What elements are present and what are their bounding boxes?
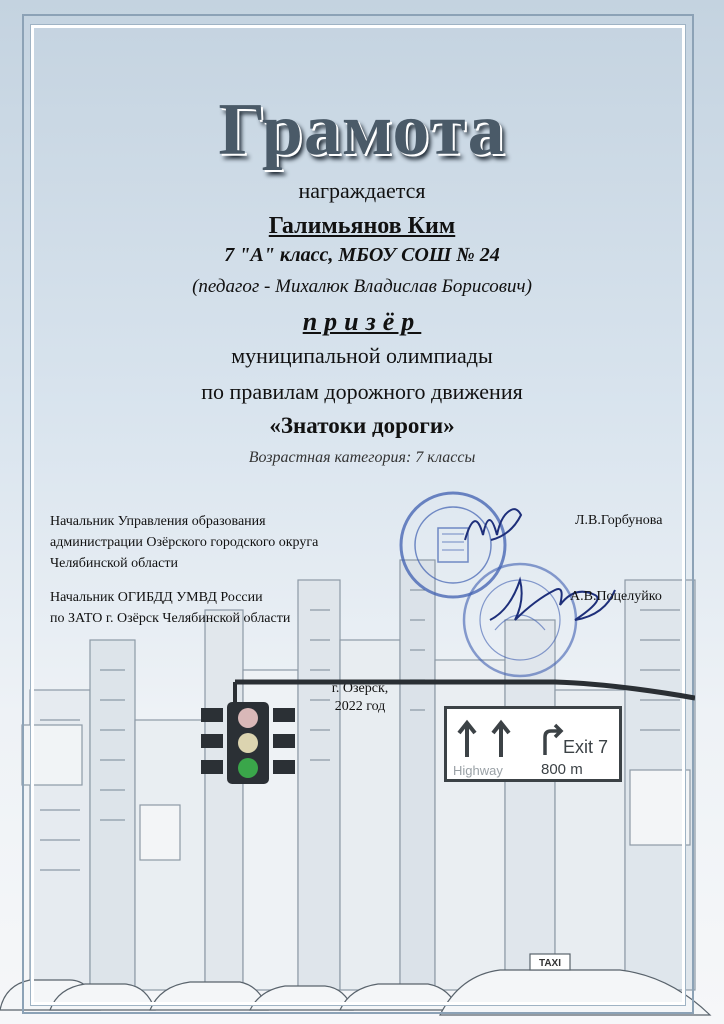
signature-2-line: Начальник ОГИБДД УМВД России: [50, 590, 263, 605]
signature-1-icon: [460, 500, 530, 550]
recipient-name: Галимьянов Ким: [268, 213, 456, 239]
recipient-class: 7 "А" класс, МБОУ СОШ № 24: [224, 244, 500, 266]
olympiad-line-2: по правилам дорожного движения: [201, 379, 523, 404]
olympiad-line-1: муниципальной олимпиады: [231, 343, 493, 368]
teacher-name: (педагог - Михалюк Владислав Борисович): [192, 276, 532, 297]
signature-1-line: Начальник Управления образования: [50, 514, 266, 529]
distance-label: 800 m: [541, 761, 583, 778]
highway-sign: [444, 706, 622, 782]
awarded-text: награждается: [298, 178, 426, 203]
arrow-up-icon: [455, 719, 479, 759]
signature-2-name: А.В.Поцелуйко: [570, 589, 662, 604]
exit-label: Exit 7: [563, 737, 609, 757]
signature-1-line: администрации Озёрского городского округа: [50, 535, 319, 550]
certificate-title: Грамота: [218, 89, 506, 171]
age-category: Возрастная категория: 7 классы: [248, 449, 476, 466]
signature-1-line: Челябинской области: [50, 556, 178, 571]
place-year: 2022 год: [334, 699, 386, 714]
svg-text:TAXI: TAXI: [538, 958, 562, 969]
signature-2-line: по ЗАТО г. Озёрск Челябинской области: [50, 611, 291, 626]
place-city: г. Озёрск,: [331, 681, 389, 696]
olympiad-name: «Знатоки дороги»: [269, 413, 455, 438]
signature-block-2: [50, 587, 290, 629]
prize-title: призёр: [302, 307, 422, 336]
highway-label: Highway: [453, 763, 503, 778]
exit-arrow-icon: [539, 723, 565, 757]
arrow-up-icon: [489, 719, 513, 759]
signature-block-1: [50, 511, 318, 574]
signature-1-name: Л.В.Горбунова: [575, 513, 663, 528]
